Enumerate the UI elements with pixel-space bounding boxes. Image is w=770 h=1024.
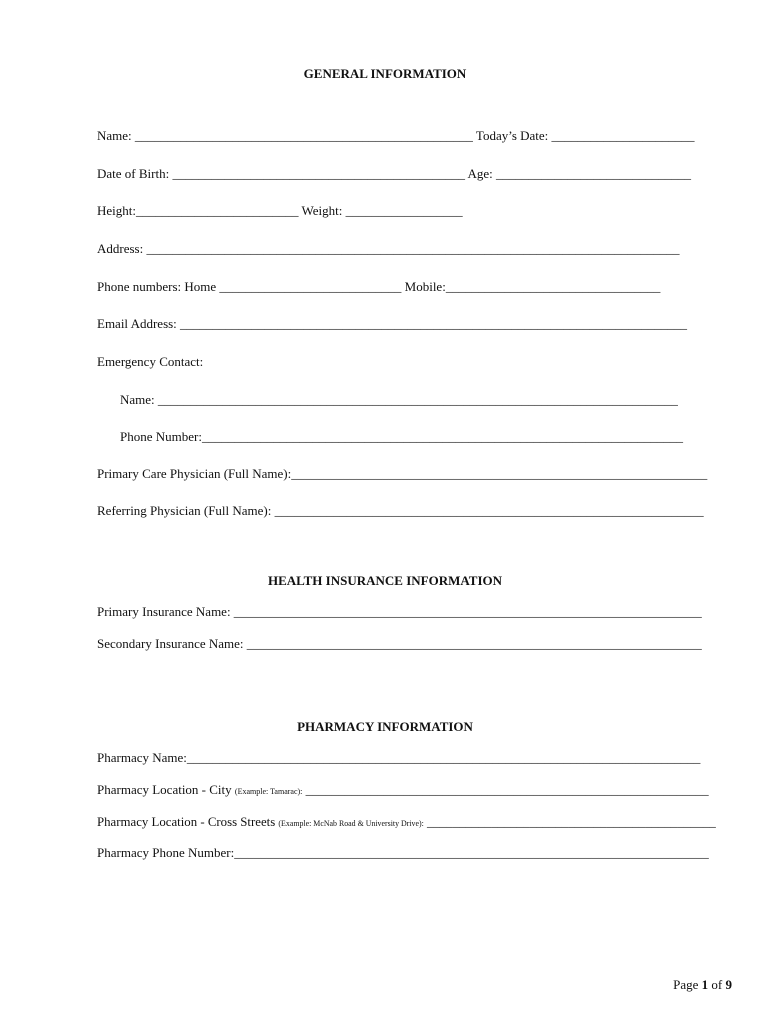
page-total: 9 [725, 977, 732, 992]
page-of: of [708, 977, 726, 992]
pharmacy-cross-streets-blank[interactable]: _____________________________________________ [423, 814, 716, 829]
height-weight-field-line[interactable]: Height:_________________________ Weight: __________________ [97, 203, 463, 218]
emergency-contact-phone-field-line[interactable]: Phone Number:__________________________________________________________________________ [120, 429, 683, 444]
email-address-field-line[interactable]: Email Address: ______________________________________________________________________________ [97, 316, 688, 331]
secondary-insurance-field-line[interactable]: Secondary Insurance Name: ______________________________________________________________________ [97, 636, 702, 651]
pharmacy-city-blank[interactable]: ______________________________________________________________ [302, 782, 709, 797]
pharmacy-city-label: Pharmacy Location - City [97, 782, 235, 797]
primary-insurance-field-line[interactable]: Primary Insurance Name: ________________________________________________________________________ [97, 604, 702, 619]
address-field-line[interactable]: Address: __________________________________________________________________________________ [97, 241, 680, 256]
page-current: 1 [701, 977, 709, 992]
general-information-heading: GENERAL INFORMATION [303, 66, 467, 81]
pharmacy-information-heading: PHARMACY INFORMATION [297, 719, 473, 734]
date-of-birth-field-line[interactable]: Date of Birth: _____________________________________________ Age: ______________________________ [97, 166, 692, 181]
emergency-contact-label: Emergency Contact: [97, 354, 204, 369]
primary-care-physician-field-line[interactable]: Primary Care Physician (Full Name):________________________________________________________________ [97, 466, 708, 481]
phone-numbers-field-line[interactable]: Phone numbers: Home ____________________________ Mobile:_________________________________ [97, 279, 661, 294]
pharmacy-city-field-line[interactable] [97, 782, 709, 800]
pharmacy-city-example: (Example: Tamarac): [234, 787, 303, 796]
emergency-contact-name-field-line[interactable]: Name: ________________________________________________________________________________ [120, 392, 678, 407]
page-label: Page [673, 977, 702, 992]
pharmacy-cross-streets-label: Pharmacy Location - Cross Streets [97, 814, 279, 829]
pharmacy-cross-streets-example: (Example: McNab Road & University Drive): [278, 819, 424, 828]
pharmacy-phone-field-line[interactable]: Pharmacy Phone Number:_________________________________________________________________________ [97, 845, 709, 860]
page-number [673, 977, 732, 993]
referring-physician-field-line[interactable]: Referring Physician (Full Name): __________________________________________________________________ [97, 503, 704, 518]
name-field-line[interactable]: Name: ____________________________________________________ Today’s Date: ______________________ [97, 128, 695, 143]
pharmacy-name-field-line[interactable]: Pharmacy Name:_______________________________________________________________________________ [97, 750, 701, 765]
pharmacy-cross-streets-field-line[interactable] [97, 814, 716, 832]
health-insurance-heading: HEALTH INSURANCE INFORMATION [267, 573, 503, 588]
